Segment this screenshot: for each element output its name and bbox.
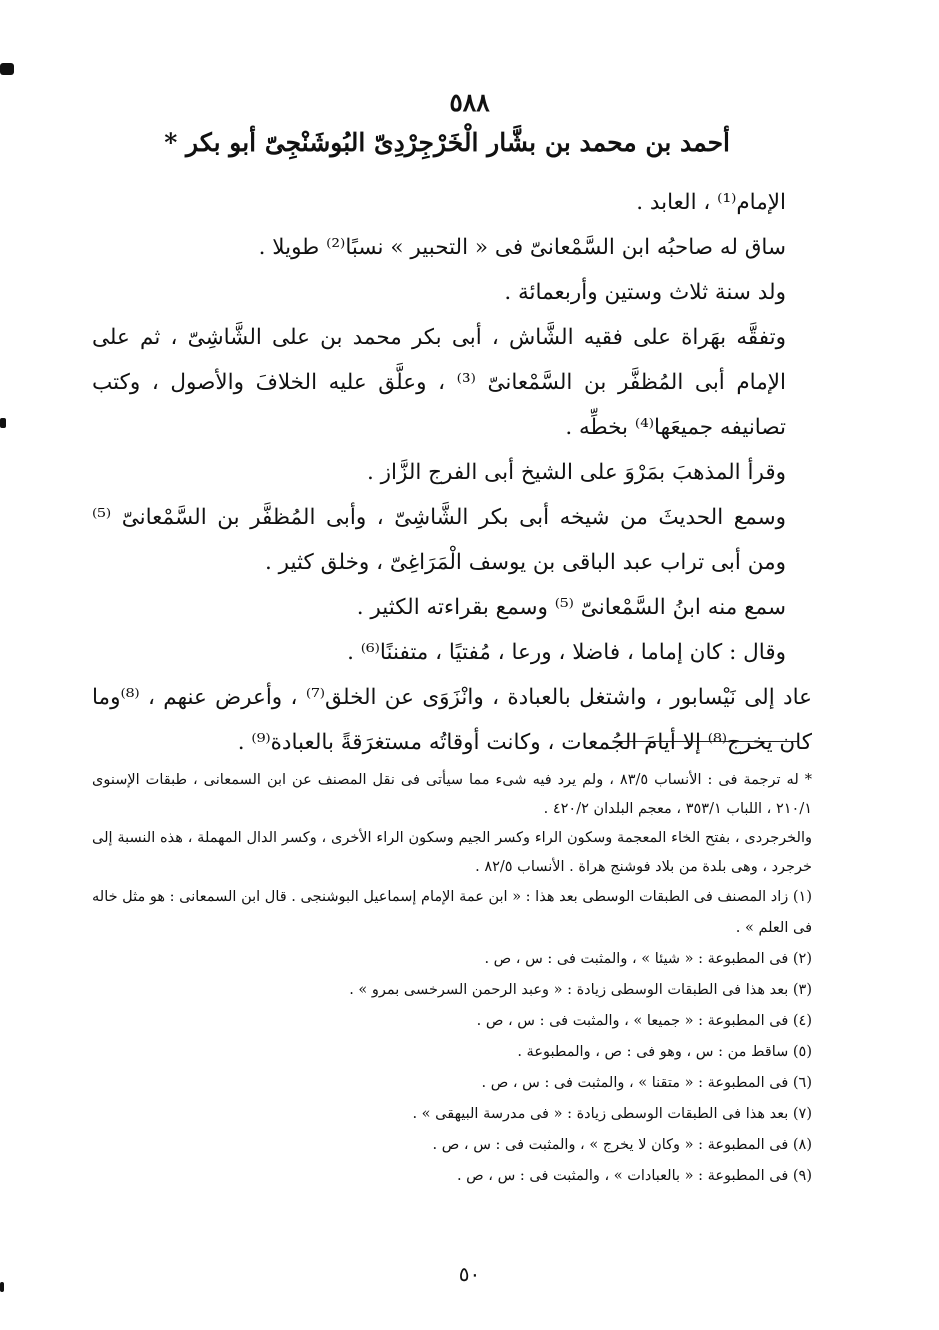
footnote: (٥) ساقط من : س ، وهو فى : ص ، والمطبوعة . (517, 1044, 812, 1060)
paragraph: ولد سنة ثلاث وستين وأربعمائة . (504, 280, 786, 305)
paragraph: ساق له صاحبُه ابن السَّمْعانىّ فى « التحبير » نسبًا⁽²⁾ طويلا . (258, 235, 786, 260)
footnotes (92, 766, 812, 1192)
paragraph: الإمام⁽¹⁾ ، العابد . (636, 190, 786, 215)
biography-text (92, 180, 812, 765)
paragraph: وقرأ المذهبَ بمَرْوَ على الشيخ أبى الفرج الزَّاز . (366, 460, 786, 485)
footnote: * له ترجمة فى : الأنساب ٨٣/٥ ، ولم يرد فيه شىء مما سيأتى فى نقل المصنف عن ابن السمعانى ، طبقات الإسنوى ٢١٠/١ ، اللباب ٣٥٣/١ ، معجم البلدان ٤٢٠/٢ . (92, 772, 812, 817)
footnote: والخرجردى ، بفتح الخاء المعجمة وسكون الراء وكسر الجيم وسكون الراء الأخرى ، وكسر الدال المهملة ، هذه النسبة إلى خرجرد ، وهى بلدة من بلاد فوشنج هراة . الأنساب ٨٢/٥ . (92, 830, 812, 875)
footnote: (٤) فى المطبوعة : « جميعا » ، والمثبت فى : س ، ص . (476, 1013, 812, 1029)
paragraph: عاد إلى نَيْسابور ، واشتغل بالعبادة ، وانْزَوَى عن الخلق⁽⁷⁾ ، وأعرض عنهم ، ⁽⁸⁾وما كان يخرج⁽⁸⁾ إلا أيامَ الجُمعات ، وكانت أوقاتُه مستغرَقةً بالعبادة⁽⁹⁾ . (92, 685, 812, 755)
footnote: (٨) فى المطبوعة : « وكان لا يخرج » ، والمثبت فى : س ، ص . (432, 1137, 812, 1153)
paragraph: وسمع الحديثَ من شيخه أبى بكر الشَّاشِىّ ، وأبى المُظفَّر بن السَّمْعانىّ ⁽⁵⁾ ومن أبى تراب عبد الباقى بن يوسف الْمَرَاغِىّ ، وخلق كثير . (92, 505, 786, 575)
footnote: (٧) بعد هذا فى الطبقات الوسطى زيادة : « فى مدرسة البيهقى » . (412, 1106, 812, 1122)
scan-mark-middle (0, 418, 6, 428)
paragraph: وتفقَّه بهَراة على فقيه الشَّاش ، أبى بكر محمد بن على الشَّاشِىّ ، ثم على الإمام أبى المُظفَّر بن السَّمْعانىّ ⁽³⁾ ، وعلَّق عليه الخلافَ والأصول ، وكتب تصانيفه جميعَها⁽⁴⁾ بخطِّه . (92, 325, 786, 440)
entry-title: أحمد بن محمد بن بشَّار الْخَرْجِرْدِىّ البُوشَنْجِىّ أبو بكر * (164, 128, 730, 157)
page-number: ٥٠ (458, 1262, 481, 1286)
paragraph: وقال : كان إماما ، فاضلا ، ورعا ، مُفتيًا ، متفننًا⁽⁶⁾ . (347, 640, 786, 665)
scan-mark-top (0, 63, 14, 75)
footnote: (٣) بعد هذا فى الطبقات الوسطى زيادة : « وعبد الرحمن السرخسى بمرو » . (349, 982, 812, 998)
footnote: (١) زاد المصنف فى الطبقات الوسطى بعد هذا : « ابن عمة الإمام إسماعيل البوشنجى . قال ابن السمعانى : هو مثل خاله فى العلم » . (92, 889, 812, 936)
entry-number: ٥٨٨ (449, 88, 490, 117)
footnote: (٦) فى المطبوعة : « متقنا » ، والمثبت فى : س ، ص . (481, 1075, 812, 1091)
footnote-separator (613, 741, 798, 742)
footnote: (٢) فى المطبوعة : « شيئا » ، والمثبت فى : س ، ص . (484, 951, 812, 967)
footnote: (٩) فى المطبوعة : « بالعبادات » ، والمثبت فى : س ، ص . (456, 1168, 812, 1184)
paragraph: سمع منه ابنُ السَّمْعانىّ ⁽⁵⁾ وسمع بقراءته الكثير . (356, 595, 786, 620)
